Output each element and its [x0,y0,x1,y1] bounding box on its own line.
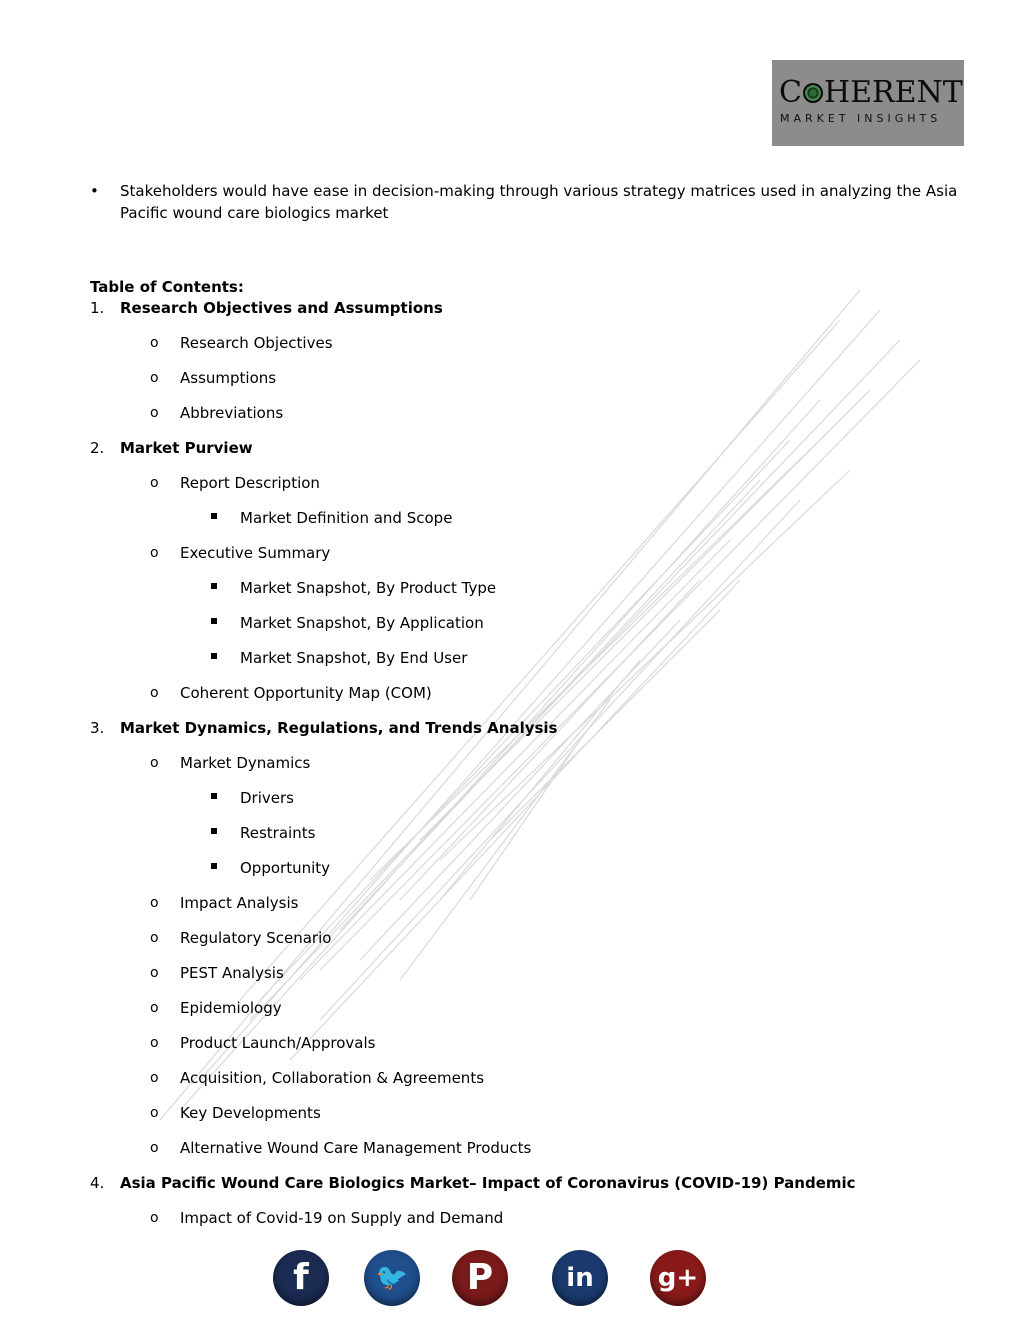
square-bullet [211,583,217,589]
subsection-label: Key Developments [180,1104,321,1122]
subsection-label: Epidemiology [180,999,282,1017]
subsubsection-label: Market Definition and Scope [240,509,453,527]
section-heading: Market Dynamics, Regulations, and Trends Analysis [120,719,558,737]
circle-bullet: o [150,755,159,771]
circle-bullet: o [150,370,159,386]
circle-bullet: o [150,1035,159,1051]
subsection-label: Research Objectives [180,334,333,352]
twitter-icon[interactable]: 🐦 [364,1250,420,1306]
section-number: 1. [90,299,105,317]
subsection-label: Regulatory Scenario [180,929,332,947]
circle-bullet: o [150,930,159,946]
square-bullet [211,793,217,799]
watermark-line [300,540,730,980]
intro-text: Stakeholders would have ease in decision-making through various strategy matrices used in analyzing the Asia Pacific wound care biologics market [120,182,958,222]
pinterest-icon[interactable]: P [452,1250,508,1306]
intro-bullet [90,180,970,224]
subsubsection-label: Restraints [240,824,316,842]
circle-bullet: o [150,1140,159,1156]
subsection-label: Coherent Opportunity Map (COM) [180,684,432,702]
subsection-label: PEST Analysis [180,964,284,982]
logo-wordmark: C HERENT [779,75,963,110]
section-number: 2. [90,439,105,457]
square-bullet [211,513,217,519]
subsubsection-label: Market Snapshot, By Application [240,614,484,632]
linkedin-icon[interactable]: in [552,1250,608,1306]
section-heading: Market Purview [120,439,253,457]
watermark-line [440,660,640,900]
google-plus-icon[interactable]: g+ [650,1250,706,1306]
subsection-label: Impact of Covid-19 on Supply and Demand [180,1209,504,1227]
logo-subtitle: MARKET INSIGHTS [780,112,942,125]
watermark-line [400,700,610,980]
globe-icon [803,83,823,103]
subsection-label: Impact Analysis [180,894,299,912]
subsubsection-label: Drivers [240,789,294,807]
subsection-label: Abbreviations [180,404,284,422]
subsection-label: Market Dynamics [180,754,311,772]
subsection-label: Assumptions [180,369,277,387]
section-number: 4. [90,1174,105,1192]
square-bullet [211,653,217,659]
section-number: 3. [90,719,105,737]
subsection-label: Executive Summary [180,544,331,562]
subsection-label: Report Description [180,474,320,492]
subsection-label: Acquisition, Collaboration & Agreements [180,1069,485,1087]
subsubsection-label: Opportunity [240,859,331,877]
circle-bullet: o [150,335,159,351]
watermark-line [360,620,680,960]
watermark-line [340,480,760,930]
square-bullet [211,618,217,624]
circle-bullet: o [150,405,159,421]
subsection-label: Product Launch/Approvals [180,1034,376,1052]
watermark-line [470,740,580,900]
square-bullet [211,828,217,834]
circle-bullet: o [150,1105,159,1121]
circle-bullet: o [150,545,159,561]
company-logo [772,60,964,146]
subsection-label: Alternative Wound Care Management Products [180,1139,532,1157]
circle-bullet: o [150,1000,159,1016]
circle-bullet: o [150,965,159,981]
toc-title: Table of Contents: [90,278,244,296]
subsubsection-label: Market Snapshot, By Product Type [240,579,497,597]
bullet-dot: • [90,182,99,200]
section-heading: Research Objectives and Assumptions [120,299,443,317]
section-heading: Asia Pacific Wound Care Biologics Market– Impact of Coronavirus (COVID-19) Pandemic [120,1174,856,1192]
watermark-line [250,340,900,1020]
circle-bullet: o [150,895,159,911]
subsubsection-label: Market Snapshot, By End User [240,649,468,667]
circle-bullet: o [150,475,159,491]
facebook-icon[interactable]: f [273,1250,329,1306]
circle-bullet: o [150,1210,159,1226]
square-bullet [211,863,217,869]
watermark-line [420,390,870,840]
circle-bullet: o [150,685,159,701]
watermark-line [440,470,850,860]
circle-bullet: o [150,1070,159,1086]
